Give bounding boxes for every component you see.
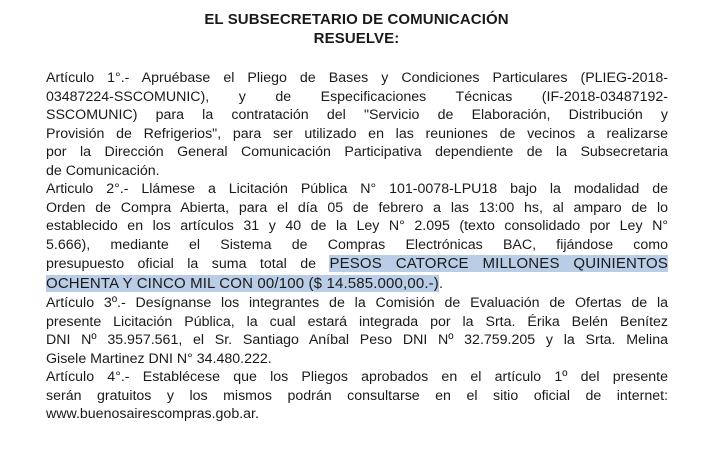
- text-line: presente Licitación Pública, la cual estará integrada por la Srta. Érika Belén Benítez: [46, 313, 668, 330]
- text-segment: presupuesto oficial la suma total de: [46, 256, 330, 272]
- document-heading: EL SUBSECRETARIO DE COMUNICACIÓN: [204, 11, 509, 28]
- text-line: establecido en los artículos 31 y 40 de la Ley N° 2.095 (texto consolidado por Ley N°: [46, 218, 668, 234]
- text-line: serán gratuitos y los mismos podrán consultarse en el sitio oficial de internet:: [46, 387, 668, 404]
- document-body: [46, 69, 668, 424]
- text-line: DNI Nº 35.957.561, el Sr. Santiago Aníbal Peso DNI Nº 32.759.205 y la Srta. Melina: [46, 332, 668, 348]
- text-line: Gisele Martinez DNI N° 34.480.222.: [46, 350, 272, 367]
- text-line: 03487224-SSCOMUNIC), y de Especificaciones Técnicas (IF-2018-03487192-: [46, 88, 668, 105]
- text-line: por la Dirección General Comunicación Participativa dependiente de la Subsecretaria: [46, 144, 668, 160]
- text-line: Artículo 1°.- Apruébase el Pliego de Bases y Condiciones Particulares (PLIEG-2018-: [46, 70, 668, 86]
- text-line: Orden de Compra Abierta, para el día 05 de febrero a las 13:00 hs, al amparo de lo: [46, 199, 668, 216]
- text-line: de Comunicación.: [46, 162, 160, 179]
- article-2: [46, 180, 668, 294]
- text-line: Artículo 4°.- Establécese que los Pliegos aprobados en el artículo 1º del presente: [46, 369, 668, 385]
- highlighted-amount: OCHENTA Y CINCO MIL CON 00/100 ($ 14.585.000,00.-): [46, 275, 439, 292]
- text-line: [46, 254, 668, 274]
- article-1: [46, 69, 668, 180]
- highlighted-amount: PESOS CATORCE MILLONES QUINIENTOS: [329, 255, 668, 272]
- article-3: [46, 294, 668, 368]
- website-link-text: www.buenosairescompras.gob.ar.: [46, 406, 259, 422]
- text-line: 5.666), mediante el Sistema de Compras Electrónicas BAC, fijándose como: [46, 236, 668, 253]
- text-line: [46, 274, 668, 294]
- text-line: Provisión de Refrigerios", para ser utilizado en las reuniones de vecinos a realizarse: [46, 125, 668, 142]
- text-line: Articulo 2°.- Llámese a Licitación Pública N° 101-0078-LPU18 bajo la modalidad de: [46, 181, 668, 197]
- text-line: SSCOMUNIC) para la contratación del "Servicio de Elaboración, Distribución y: [46, 107, 668, 123]
- text-line: Artículo 3º.- Desígnanse los integrantes de la Comisión de Evaluación de Ofertas de la: [46, 295, 668, 311]
- text-segment: .: [438, 276, 443, 292]
- document-subheading: RESUELVE:: [313, 30, 400, 47]
- article-4: [46, 368, 668, 424]
